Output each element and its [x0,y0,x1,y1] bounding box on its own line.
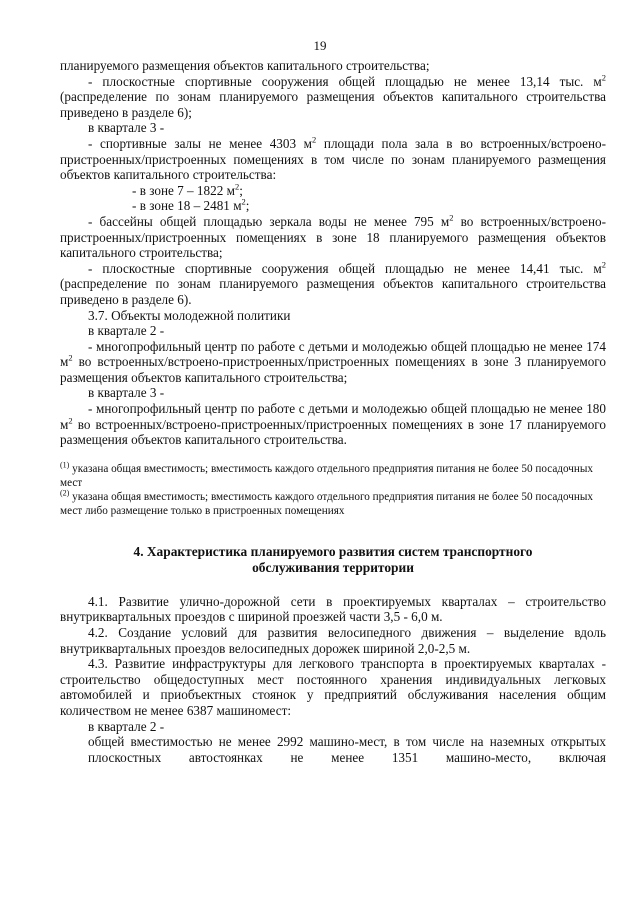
footnote: $^{(2)}$ указана общая вместимость; вместимость каждого отдельного предприятия питания не более 50 посадочных мест либо размещение только в пристроенных помещениях [60,488,594,517]
subheading: в квартале 3 - [88,120,165,136]
subheading: в квартале 2 - [88,323,165,339]
subheading: в квартале 2 - [88,718,165,734]
page-number: 19 [313,38,327,53]
footnotes [60,462,606,518]
section-title: 4. Характеристика планируемого развития систем транспортного обслуживания территории [133,543,533,575]
paragraph: 4.1. Развитие улично-дорожной сети в проектируемых кварталах – строительство внутриквартальных проездов с шириной проезжей части 3,5 - 6,0 м. [60,593,606,625]
footnote: $^{(1)}$ указана общая вместимость; вместимость каждого отдельного предприятия питания не более 50 посадочных мест [60,460,594,489]
paragraph: 4.2. Создание условий для развития велосипедного движения – выделение вдоль внутриквартальных проездов велосипедных дорожек шириной 2,0-2,5 м. [60,625,606,656]
paragraph: - спортивные залы не менее 4303 $м^2$ площади пола зала в во встроенных/встроено-пристроенных/пристроенных помещениях в том числе по зонам планируемого размещения объектов капитального строительства: [60,134,606,183]
page-body [60,58,606,765]
text-line: планируемого размещения объектов капитального строительства; [60,58,430,73]
list-item: - в зоне 18 – 2481 $м^2$; [132,196,250,214]
list-item: - в зоне 7 – 1822 $м^2$; [132,181,243,198]
paragraph: - плоскостные спортивные сооружения общей площадью не менее 14,41 тыс. $м^2$ (распределение по зонам планируемого размещения объектов капитального строительства приведено в разделе 6). [60,259,606,307]
paragraph: - многопрофильный центр по работе с детьми и молодежью общей площадью не менее 174 $м^2$ во встроенных/встроено-пристроенных/пристроенных помещениях в зоне 3 планируемого размещения объектов капитального строительства; [60,338,606,385]
paragraph: - бассейны общей площадью зеркала воды не менее 795 $м^2$ во встроенных/встроено-пристроенных/пристроенных помещениях в зоне 18 планируемого размещения объектов капитального строительства; [60,212,606,261]
paragraph: - многопрофильный центр по работе с детьми и молодежью общей площадью не менее 180 $м^2$ во встроенных/встроено-пристроенных/пристроенных помещениях в зоне 17 планируемого размещения объектов капитального строительства. [60,401,606,448]
subheading: 3.7. Объекты молодежной политики [88,307,291,323]
paragraph: 4.3. Развитие инфраструктуры для легкового транспорта в проектируемых кварталах - строительство общедоступных мест постоянного хранения индивидуальных легковых автомобилей и приобъектных стоянок у предприятий обслуживания населения общим количеством не менее 6387 машиномест: [60,656,606,718]
subheading: в квартале 3 - [88,385,165,401]
paragraph: общей вместимостью не менее 2992 машино-мест, в том числе на наземных открытых плоскостных автостоянках не менее 1351 машино-место, включая [88,734,606,765]
paragraph: - плоскостные спортивные сооружения общей площадью не менее 13,14 тыс. $м^2$ (распределение по зонам планируемого размещения объектов капитального строительства приведено в разделе 6); [60,72,606,120]
